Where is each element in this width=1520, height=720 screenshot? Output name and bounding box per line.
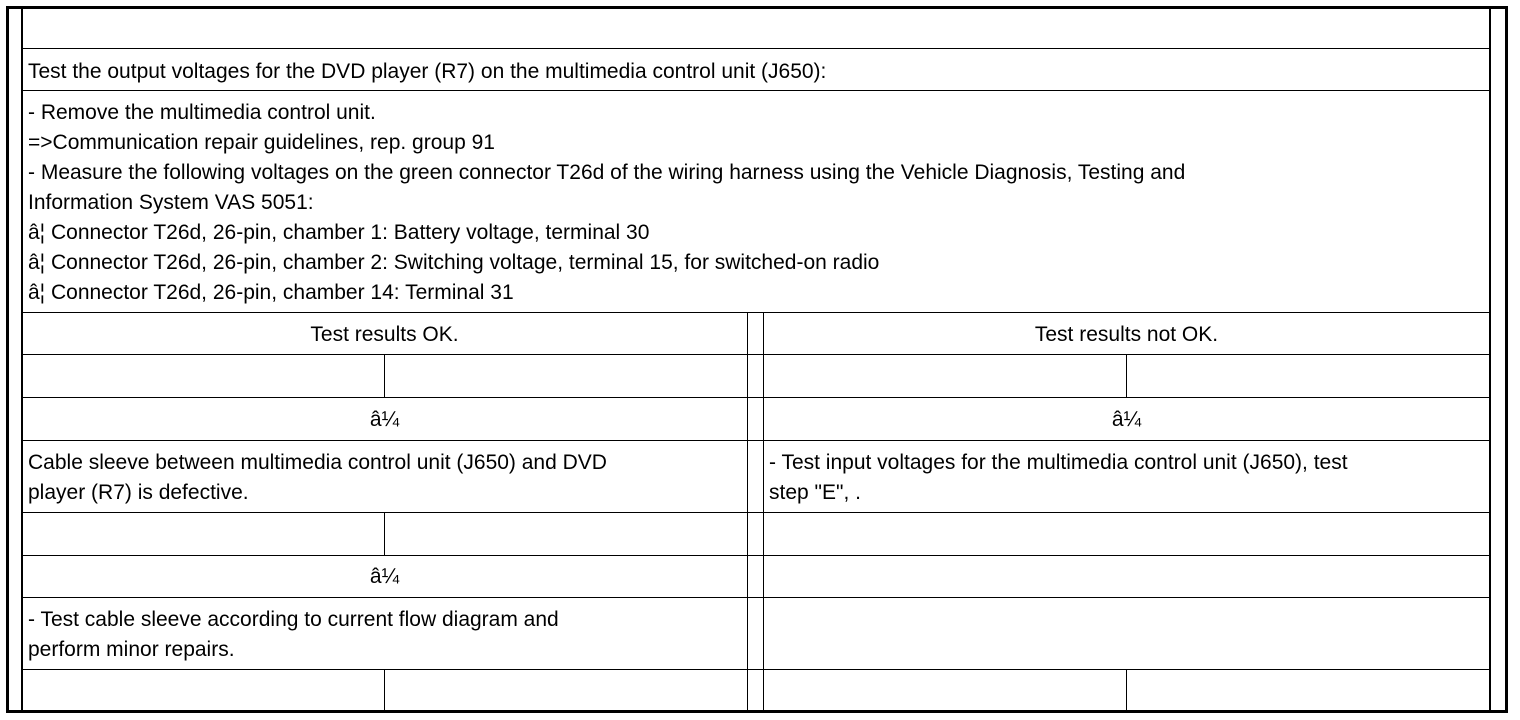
inner-right-rule [1489, 6, 1491, 713]
action-text: perform minor repairs. [28, 638, 235, 661]
instruction-line: â¦ Connector T26d, 26-pin, chamber 2: Switching voltage, terminal 15, for switched-on radio [28, 251, 880, 274]
row-rule [21, 597, 1491, 598]
frame-right-border [1505, 6, 1508, 713]
instruction-line: =>Communication repair guidelines, rep. group 91 [28, 131, 495, 154]
inner-left-rule [21, 6, 23, 713]
instruction-line: â¦ Connector T26d, 26-pin, chamber 14: Terminal 31 [28, 281, 514, 304]
test-step-heading: Test the output voltages for the DVD player (R7) on the multimedia control unit (J650): [28, 60, 827, 83]
result-ok-header: Test results OK. [310, 323, 459, 346]
sub-column-divider [1126, 669, 1127, 711]
row-rule [21, 397, 1491, 398]
frame-bottom-border [6, 710, 1508, 713]
sub-column-divider [384, 669, 385, 711]
row-rule [21, 669, 1491, 670]
instruction-line: - Measure the following voltages on the green connector T26d of the wiring harness using the Vehicle Diagnosis, Testing and [28, 161, 1186, 184]
row-rule [21, 440, 1491, 441]
result-ok-text: player (R7) is defective. [28, 481, 249, 504]
sub-column-divider [1126, 354, 1127, 397]
sub-column-divider [384, 354, 385, 397]
instruction-line: - Remove the multimedia control unit. [28, 101, 376, 124]
instruction-line: Information System VAS 5051: [28, 191, 314, 214]
result-not-ok-text: - Test input voltages for the multimedia control unit (J650), test [769, 451, 1348, 474]
result-not-ok-header: Test results not OK. [1034, 323, 1219, 346]
frame-left-border [6, 6, 9, 713]
row-rule [21, 90, 1491, 91]
action-text: - Test cable sleeve according to current flow diagram and [28, 608, 559, 631]
column-divider [763, 312, 764, 712]
column-divider [747, 312, 748, 712]
down-arrow-glyph: â¼ [1111, 408, 1142, 431]
down-arrow-glyph: â¼ [369, 565, 400, 588]
row-rule [21, 555, 1491, 556]
down-arrow-glyph: â¼ [369, 408, 400, 431]
row-rule [21, 48, 1491, 49]
result-ok-text: Cable sleeve between multimedia control unit (J650) and DVD [28, 451, 607, 474]
row-rule [21, 354, 1491, 355]
sub-column-divider [384, 512, 385, 555]
row-rule [21, 312, 1491, 313]
instruction-line: â¦ Connector T26d, 26-pin, chamber 1: Battery voltage, terminal 30 [28, 221, 650, 244]
frame-top-border [6, 6, 1508, 9]
result-not-ok-text: step "E", . [769, 481, 861, 504]
row-rule [21, 512, 1491, 513]
